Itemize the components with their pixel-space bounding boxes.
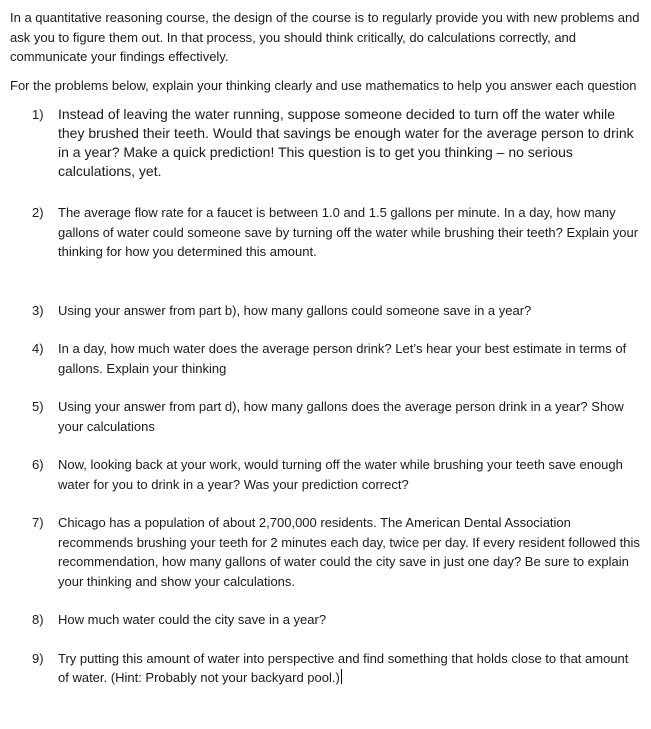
question-6	[10, 455, 640, 494]
question-number: 3)	[32, 302, 44, 318]
question-8	[10, 610, 640, 630]
question-3	[10, 301, 640, 321]
question-5	[10, 397, 640, 436]
question-text: How much water could the city save in a year?	[58, 612, 327, 627]
question-number: 2)	[32, 205, 44, 220]
question-text: Using your answer from part d), how many gallons does the average person drink in a year? Show your calculations	[58, 399, 624, 434]
text-cursor	[341, 669, 342, 684]
question-1	[10, 105, 640, 181]
question-text: In a day, how much water does the average person drink? Let’s hear your best estimate in terms of gallons. Explain your thinking	[58, 341, 627, 376]
question-text: Using your answer from part b), how many gallons could someone save in a year?	[58, 302, 532, 318]
question-4	[10, 339, 640, 378]
question-7	[10, 513, 640, 591]
question-2	[10, 203, 640, 262]
question-text: Chicago has a population of about 2,700,000 residents. The American Dental Association recommends brushing your teeth for 2 minutes each day, twice per day. If every resident followed this recommendation, how many gallons of water could the city save in just one day? Be sure to explain your thinking and show your calculations.	[58, 515, 640, 589]
question-text: The average flow rate for a faucet is between 1.0 and 1.5 gallons per minute. In a day, how many gallons of water could someone save by turning off the water while brushing their teeth? Explain your thinking for how you determined this amount.	[58, 205, 639, 259]
intro-paragraph: In a quantitative reasoning course, the design of the course is to regularly provide you with new problems and ask you to figure them out. In that process, you should think critically, do calculations correctly, and communicate your findings effectively.	[10, 10, 640, 64]
instructions-paragraph: For the problems below, explain your thinking clearly and use mathematics to help you answer each question	[10, 77, 637, 93]
question-number: 5)	[32, 399, 44, 414]
question-number: 7)	[32, 515, 44, 530]
question-9	[10, 649, 640, 688]
question-text: Now, looking back at your work, would turning off the water while brushing your teeth save enough water for you to drink in a year? Was your prediction correct?	[58, 457, 623, 492]
document-body[interactable]	[10, 8, 640, 688]
question-number: 6)	[32, 457, 44, 472]
question-text: Try putting this amount of water into perspective and find something that holds close to that amount of water. (Hint: Probably not your backyard pool.)	[58, 650, 629, 685]
question-number: 4)	[32, 341, 44, 356]
question-text: Instead of leaving the water running, suppose someone decided to turn off the water while they brushed their teeth. Would that savings be enough water for the average person to drink in a year? Make a quick prediction! This question is to get you thinking – no serious calculations, yet.	[58, 106, 634, 179]
question-number: 9)	[32, 650, 44, 666]
question-number: 1)	[32, 107, 44, 122]
question-number: 8)	[32, 612, 44, 627]
